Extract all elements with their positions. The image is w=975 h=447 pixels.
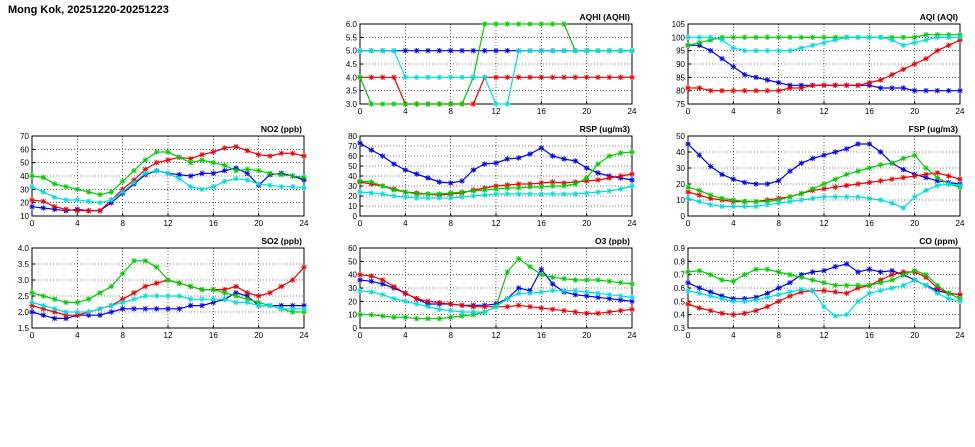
svg-text:20: 20 bbox=[910, 331, 920, 340]
svg-text:50: 50 bbox=[348, 257, 357, 267]
svg-text:5.0: 5.0 bbox=[345, 46, 357, 56]
svg-text:10: 10 bbox=[20, 212, 29, 221]
svg-text:NO2 (ppb): NO2 (ppb) bbox=[260, 124, 302, 134]
svg-text:4.5: 4.5 bbox=[345, 60, 357, 69]
svg-text:0.7: 0.7 bbox=[673, 270, 685, 280]
svg-text:4: 4 bbox=[731, 331, 736, 340]
svg-text:16: 16 bbox=[864, 331, 874, 340]
svg-text:20: 20 bbox=[676, 180, 685, 189]
svg-text:0.4: 0.4 bbox=[673, 310, 685, 320]
svg-text:12: 12 bbox=[491, 331, 501, 340]
svg-text:0.6: 0.6 bbox=[673, 284, 685, 293]
svg-text:50: 50 bbox=[348, 162, 357, 171]
svg-text:50: 50 bbox=[676, 132, 685, 141]
svg-text:0.5: 0.5 bbox=[673, 297, 685, 307]
svg-text:20: 20 bbox=[582, 107, 592, 116]
svg-text:8: 8 bbox=[776, 219, 781, 228]
svg-text:40: 40 bbox=[20, 172, 29, 181]
chart-panel-fsp bbox=[658, 122, 968, 234]
svg-text:80: 80 bbox=[348, 132, 357, 141]
svg-text:0.3: 0.3 bbox=[673, 324, 685, 333]
svg-text:8: 8 bbox=[776, 331, 781, 340]
svg-text:0: 0 bbox=[685, 219, 691, 228]
svg-text:16: 16 bbox=[536, 219, 546, 228]
page-title: Mong Kok, 20251220-20251223 bbox=[8, 4, 169, 16]
svg-text:6.0: 6.0 bbox=[345, 20, 357, 29]
svg-text:FSP (ug/m3): FSP (ug/m3) bbox=[908, 124, 958, 134]
svg-text:AQHI (AQHI): AQHI (AQHI) bbox=[579, 12, 630, 22]
svg-text:1.5: 1.5 bbox=[17, 324, 29, 333]
svg-text:8: 8 bbox=[448, 219, 453, 228]
svg-text:3.5: 3.5 bbox=[345, 86, 357, 96]
svg-text:24: 24 bbox=[627, 331, 637, 340]
svg-text:0.8: 0.8 bbox=[673, 257, 685, 267]
svg-text:20: 20 bbox=[910, 219, 920, 228]
svg-text:16: 16 bbox=[864, 107, 874, 116]
svg-text:CO (ppm): CO (ppm) bbox=[919, 236, 958, 246]
svg-text:105: 105 bbox=[671, 20, 685, 29]
svg-text:4.0: 4.0 bbox=[17, 244, 29, 253]
svg-text:50: 50 bbox=[20, 158, 29, 168]
svg-text:40: 40 bbox=[348, 172, 357, 181]
chart-panel-so2 bbox=[2, 234, 312, 346]
svg-text:95: 95 bbox=[676, 46, 685, 56]
svg-text:4: 4 bbox=[731, 107, 736, 116]
svg-text:60: 60 bbox=[348, 244, 357, 253]
svg-text:30: 30 bbox=[348, 284, 357, 293]
svg-text:12: 12 bbox=[491, 107, 501, 116]
svg-text:0: 0 bbox=[685, 331, 691, 340]
chart-panel-o3 bbox=[330, 234, 640, 346]
svg-text:12: 12 bbox=[163, 331, 173, 340]
svg-text:4: 4 bbox=[403, 331, 408, 340]
chart-panel-aqi bbox=[658, 10, 968, 122]
svg-text:24: 24 bbox=[627, 219, 637, 228]
svg-text:24: 24 bbox=[955, 219, 965, 228]
svg-text:24: 24 bbox=[955, 107, 965, 116]
svg-text:O3 (ppb): O3 (ppb) bbox=[595, 236, 630, 246]
svg-text:4: 4 bbox=[403, 107, 408, 116]
svg-text:30: 30 bbox=[348, 182, 357, 191]
svg-text:8: 8 bbox=[448, 331, 453, 340]
svg-text:20: 20 bbox=[582, 331, 592, 340]
svg-text:20: 20 bbox=[910, 107, 920, 116]
svg-text:24: 24 bbox=[955, 331, 965, 340]
chart-panel-aqhi bbox=[330, 10, 640, 122]
chart-panel-rsp bbox=[330, 122, 640, 234]
svg-text:100: 100 bbox=[671, 33, 685, 43]
svg-text:10: 10 bbox=[676, 196, 685, 205]
svg-text:0: 0 bbox=[29, 219, 35, 228]
svg-text:8: 8 bbox=[120, 219, 125, 228]
svg-text:20: 20 bbox=[348, 297, 357, 307]
series-series-red bbox=[685, 269, 962, 317]
svg-text:0: 0 bbox=[29, 331, 35, 340]
svg-text:12: 12 bbox=[819, 107, 829, 116]
chart-panel-no2 bbox=[2, 122, 312, 234]
svg-text:12: 12 bbox=[491, 219, 501, 228]
svg-text:0: 0 bbox=[680, 212, 685, 221]
svg-text:4.0: 4.0 bbox=[345, 73, 357, 83]
svg-text:20: 20 bbox=[20, 198, 29, 208]
svg-text:2.5: 2.5 bbox=[17, 292, 29, 301]
svg-text:70: 70 bbox=[348, 142, 357, 151]
svg-text:8: 8 bbox=[448, 107, 453, 116]
svg-text:4: 4 bbox=[731, 219, 736, 228]
svg-text:12: 12 bbox=[163, 219, 173, 228]
svg-text:20: 20 bbox=[254, 331, 264, 340]
svg-text:75: 75 bbox=[676, 100, 685, 109]
svg-text:20: 20 bbox=[348, 192, 357, 201]
svg-text:16: 16 bbox=[864, 219, 874, 228]
svg-text:85: 85 bbox=[676, 73, 685, 83]
svg-text:40: 40 bbox=[676, 148, 685, 157]
svg-text:80: 80 bbox=[676, 86, 685, 96]
svg-text:16: 16 bbox=[208, 219, 218, 228]
svg-text:2.0: 2.0 bbox=[17, 308, 29, 317]
svg-text:8: 8 bbox=[776, 107, 781, 116]
svg-text:AQI (AQI): AQI (AQI) bbox=[919, 12, 958, 22]
svg-text:10: 10 bbox=[348, 202, 357, 211]
svg-text:16: 16 bbox=[536, 331, 546, 340]
svg-text:8: 8 bbox=[120, 331, 125, 340]
svg-text:60: 60 bbox=[348, 152, 357, 161]
svg-text:12: 12 bbox=[819, 331, 829, 340]
svg-text:20: 20 bbox=[254, 219, 264, 228]
svg-text:40: 40 bbox=[348, 270, 357, 280]
svg-text:20: 20 bbox=[582, 219, 592, 228]
svg-text:0: 0 bbox=[357, 331, 363, 340]
svg-text:30: 30 bbox=[676, 164, 685, 173]
svg-text:4: 4 bbox=[75, 219, 80, 228]
svg-text:5.5: 5.5 bbox=[345, 33, 357, 43]
svg-text:70: 70 bbox=[20, 132, 29, 141]
svg-text:0: 0 bbox=[352, 212, 357, 221]
svg-text:30: 30 bbox=[20, 185, 29, 195]
svg-text:4: 4 bbox=[75, 331, 80, 340]
svg-text:16: 16 bbox=[536, 107, 546, 116]
svg-text:60: 60 bbox=[20, 145, 29, 155]
svg-text:0: 0 bbox=[685, 107, 691, 116]
svg-text:10: 10 bbox=[348, 310, 357, 320]
svg-text:24: 24 bbox=[299, 219, 309, 228]
svg-text:24: 24 bbox=[299, 331, 309, 340]
svg-text:24: 24 bbox=[627, 107, 637, 116]
svg-text:16: 16 bbox=[208, 331, 218, 340]
svg-text:0: 0 bbox=[352, 324, 357, 333]
svg-text:90: 90 bbox=[676, 60, 685, 69]
svg-text:SO2 (ppb): SO2 (ppb) bbox=[261, 236, 302, 246]
svg-text:0.9: 0.9 bbox=[673, 244, 685, 253]
svg-text:4: 4 bbox=[403, 219, 408, 228]
svg-text:0: 0 bbox=[357, 219, 363, 228]
svg-text:12: 12 bbox=[819, 219, 829, 228]
svg-text:RSP (ug/m3): RSP (ug/m3) bbox=[579, 124, 630, 134]
svg-text:3.0: 3.0 bbox=[345, 100, 357, 109]
chart-panel-co bbox=[658, 234, 968, 346]
svg-text:3.5: 3.5 bbox=[17, 260, 29, 269]
svg-text:3.0: 3.0 bbox=[17, 276, 29, 285]
svg-text:0: 0 bbox=[357, 107, 363, 116]
